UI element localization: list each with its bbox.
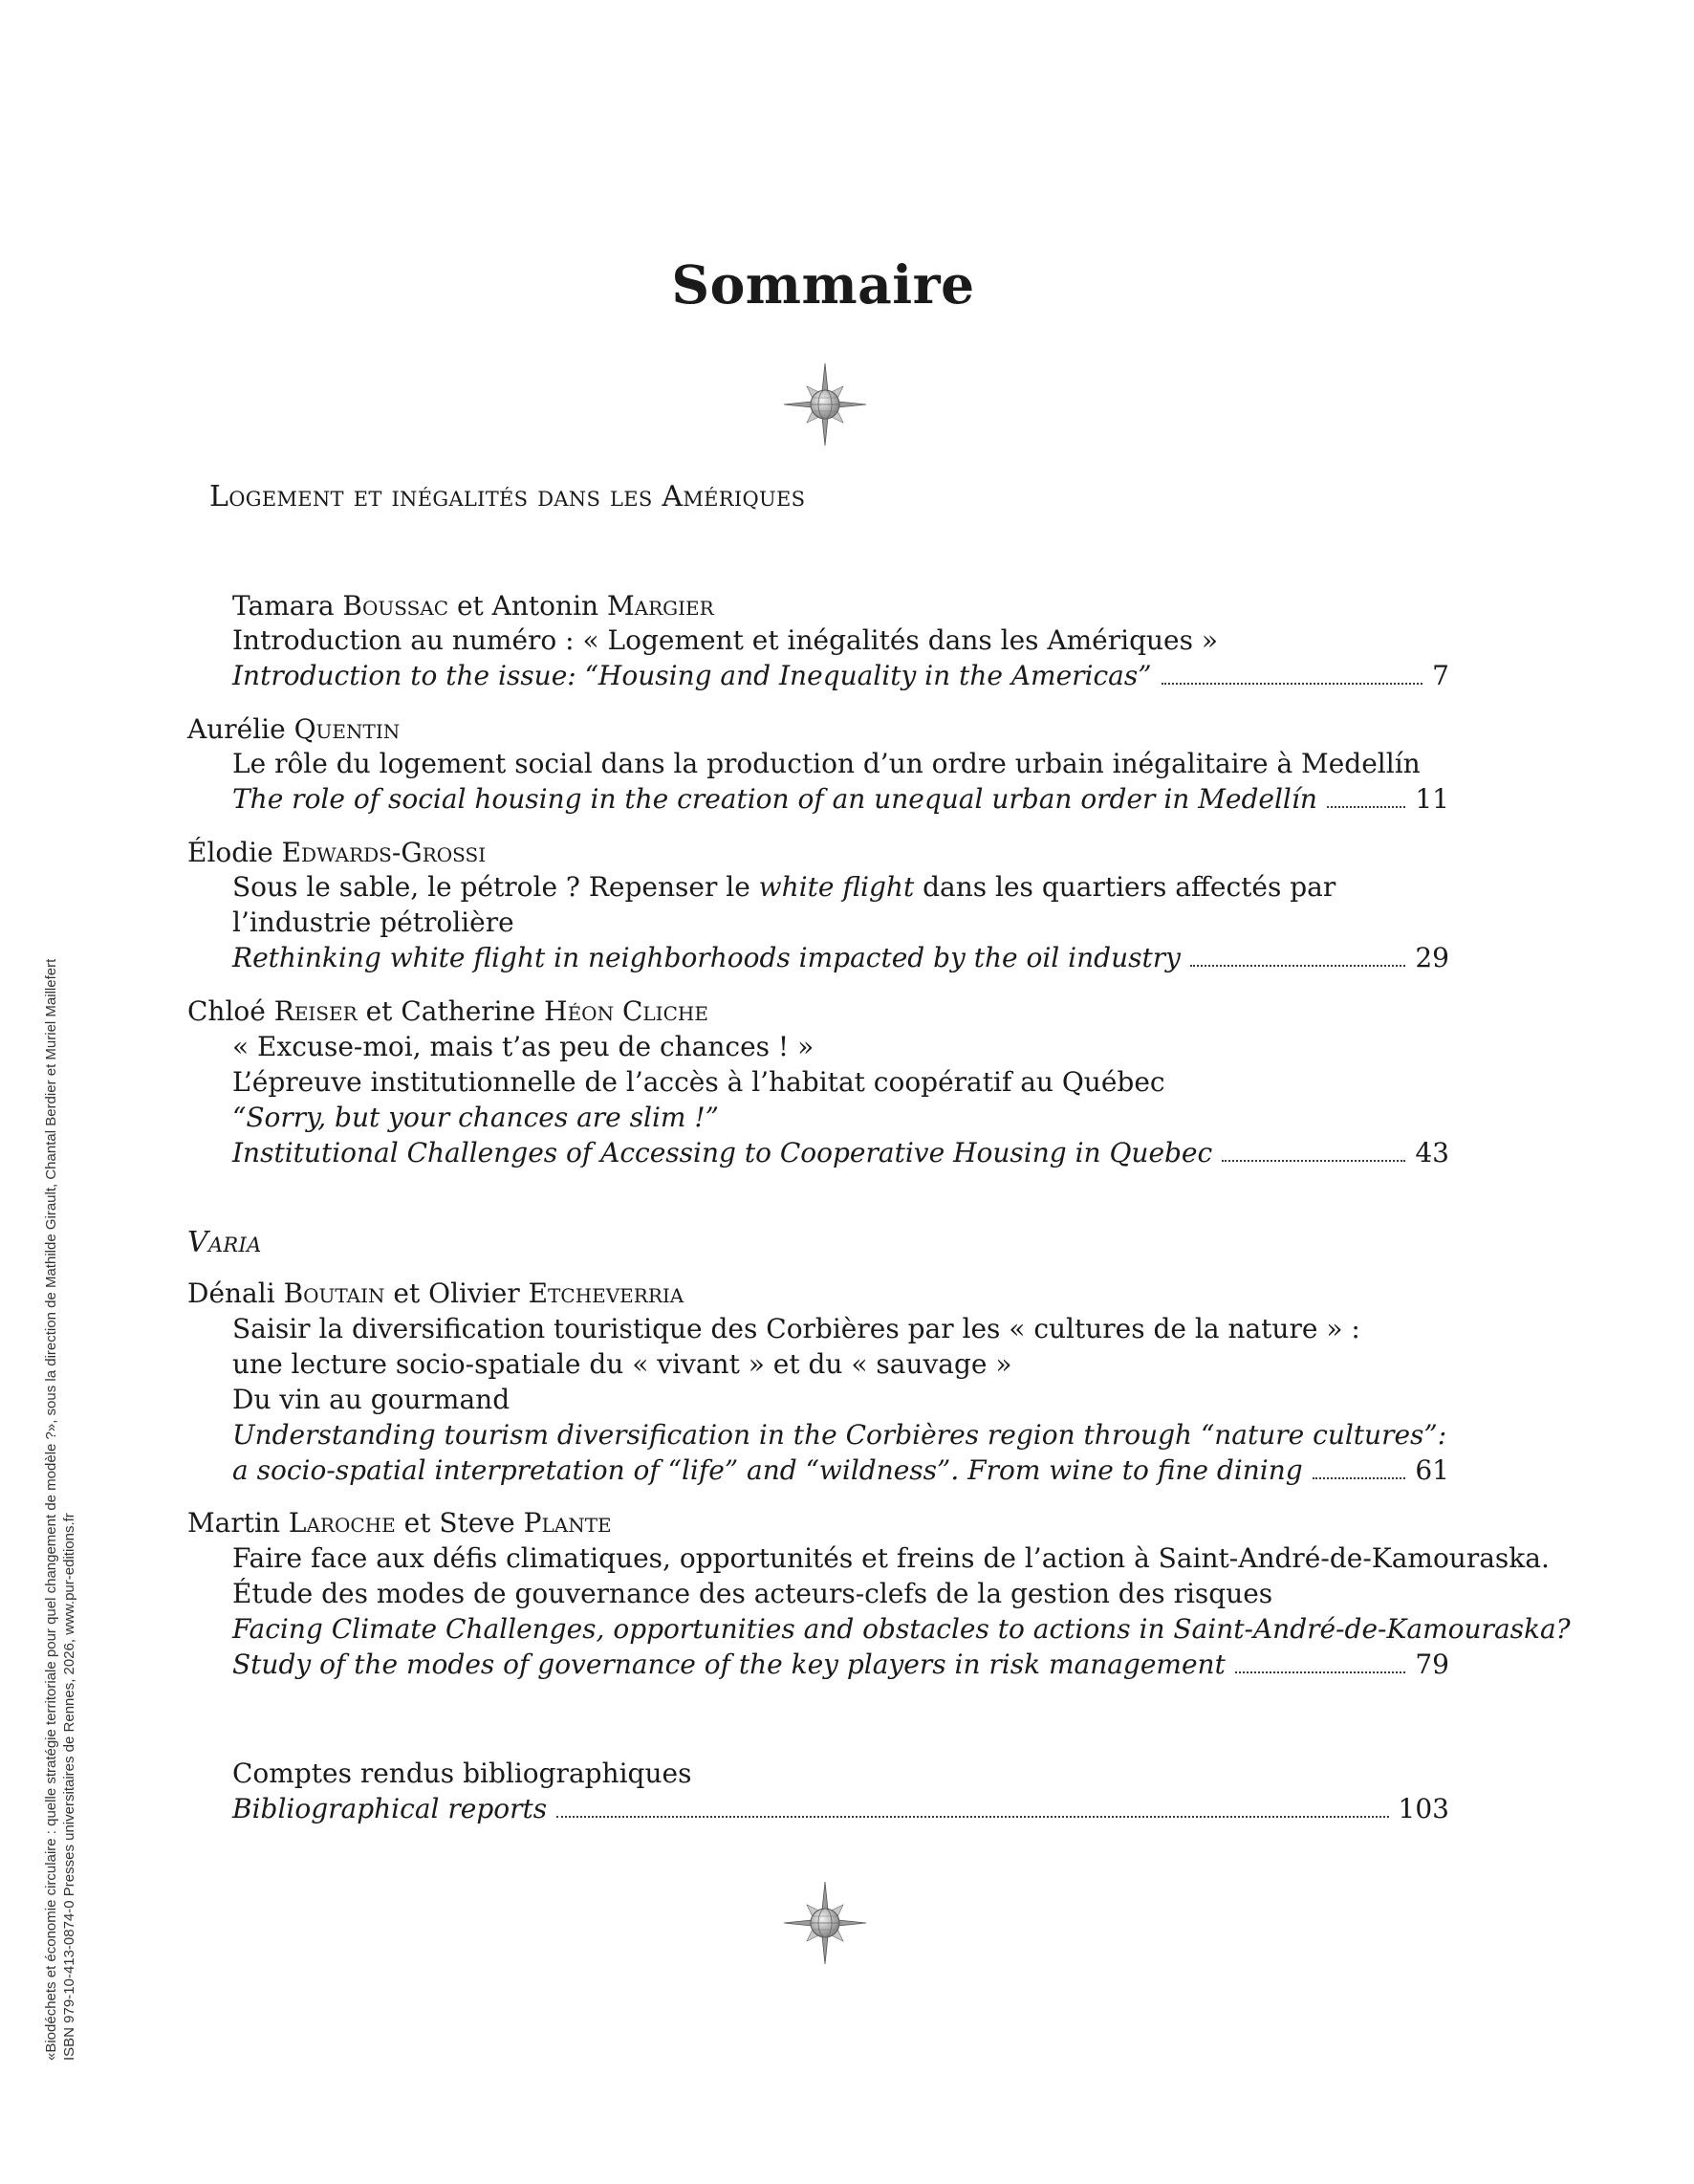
toc-entry-title-fr: Sous le sable, le pétrole ? Repenser le white flight dans les quartiers affectés par bbox=[232, 871, 1336, 903]
toc-entry-title-fr: L’épreuve institutionnelle de l’accès à l’habitat coopératif au Québec bbox=[232, 1066, 1165, 1098]
toc-entry-title-fr: Du vin au gourmand bbox=[232, 1384, 510, 1415]
page-number: 79 bbox=[1415, 1649, 1449, 1680]
reviews-title-en[interactable]: Bibliographical reports 103 bbox=[232, 1793, 1449, 1824]
toc-entry-title-fr: Le rôle du logement social dans la production d’un ordre urbain inégalitaire à Medellín bbox=[232, 748, 1421, 779]
toc-entry-author: Martin Laroche et Steve Plante bbox=[187, 1507, 612, 1539]
dot-leader bbox=[1162, 683, 1423, 685]
toc-entry-title-fr: « Excuse-moi, mais t’as peu de chances ! » bbox=[232, 1031, 814, 1062]
toc-entry-title-en[interactable]: a socio-spatial interpretation of “life” and “wildness”. From wine to fine dining 61 bbox=[232, 1454, 1449, 1486]
compass-rose-icon bbox=[782, 1880, 868, 1966]
dot-leader bbox=[1235, 1671, 1406, 1673]
reviews-title-fr: Comptes rendus bibliographiques bbox=[232, 1758, 692, 1789]
toc-entry-title-en: Understanding tourism diversification in the Corbières region through “nature cultures”: bbox=[232, 1419, 1447, 1451]
toc-entry-title-fr: une lecture socio-spatiale du « vivant » et du « sauvage » bbox=[232, 1348, 1012, 1380]
page-title: Sommaire bbox=[671, 253, 975, 316]
dot-leader bbox=[1327, 806, 1405, 808]
page-number: 43 bbox=[1415, 1137, 1449, 1168]
toc-entry-title-en[interactable]: Rethinking white flight in neighborhoods impacted by the oil industry 29 bbox=[232, 942, 1449, 973]
toc-entry-title-fr: l’industrie pétrolière bbox=[232, 906, 514, 938]
section-heading-logement: Logement et inégalités dans les Amériques bbox=[209, 480, 806, 513]
dot-leader bbox=[1313, 1477, 1406, 1479]
side-credit bbox=[42, 958, 78, 2061]
toc-entry-author: Aurélie Quentin bbox=[187, 713, 401, 745]
toc-entry-title-en[interactable]: Study of the modes of governance of the key players in risk management 79 bbox=[232, 1649, 1449, 1680]
toc-entry-author: Élodie Edwards-Grossi bbox=[187, 837, 487, 868]
toc-entry-title-en[interactable]: Institutional Challenges of Accessing to Cooperative Housing in Quebec 43 bbox=[232, 1137, 1449, 1168]
page-number: 29 bbox=[1415, 942, 1449, 973]
toc-entry-title-fr: Introduction au numéro : « Logement et inégalités dans les Amériques » bbox=[232, 624, 1219, 656]
toc-entry-title-en: “Sorry, but your chances are slim !” bbox=[232, 1102, 719, 1133]
page-number: 7 bbox=[1432, 660, 1449, 691]
side-credit-line-2: ISBN 979-10-413-0874-0 Presses universitaires de Rennes, 2026, www.pur-editions.fr bbox=[61, 1513, 77, 2061]
toc-entry-title-fr: Saisir la diversification touristique des Corbières par les « cultures de la nature » : bbox=[232, 1313, 1360, 1344]
toc-entry-author: Tamara Boussac et Antonin Margier bbox=[232, 590, 714, 622]
side-credit-line-1: «Biodéchets et économie circulaire : quelle stratégie territoriale pour quel changement de modèle ?», sous la direction de Mathilde Girault, Chantal Berdier et Muriel Maillefert bbox=[43, 958, 59, 2061]
dot-leader bbox=[556, 1816, 1388, 1818]
page-number: 103 bbox=[1398, 1793, 1449, 1824]
toc-entry-title-en: Facing Climate Challenges, opportunities and obstacles to actions in Saint-André-de-Kamouraska? bbox=[232, 1613, 1571, 1645]
toc-entry-title-fr: Étude des modes de gouvernance des acteurs-clefs de la gestion des risques bbox=[232, 1578, 1273, 1609]
dot-leader bbox=[1190, 965, 1405, 967]
compass-rose-icon bbox=[782, 361, 868, 448]
toc-entry-author: Chloé Reiser et Catherine Héon Cliche bbox=[187, 995, 708, 1027]
toc-entry-title-fr: Faire face aux défis climatiques, opportunités et freins de l’action à Saint-André-de-Kamouraska. bbox=[232, 1542, 1550, 1574]
dot-leader bbox=[1222, 1160, 1405, 1162]
toc-entry-author: Dénali Boutain et Olivier Etcheverria bbox=[187, 1278, 684, 1309]
page-number: 11 bbox=[1415, 783, 1449, 815]
section-heading-varia: Varia bbox=[187, 1226, 262, 1259]
page-number: 61 bbox=[1415, 1454, 1449, 1486]
toc-entry-title-en[interactable]: The role of social housing in the creation of an unequal urban order in Medellín 11 bbox=[232, 783, 1449, 815]
toc-entry-title-en[interactable]: Introduction to the issue: “Housing and Inequality in the Americas” 7 bbox=[232, 660, 1449, 691]
